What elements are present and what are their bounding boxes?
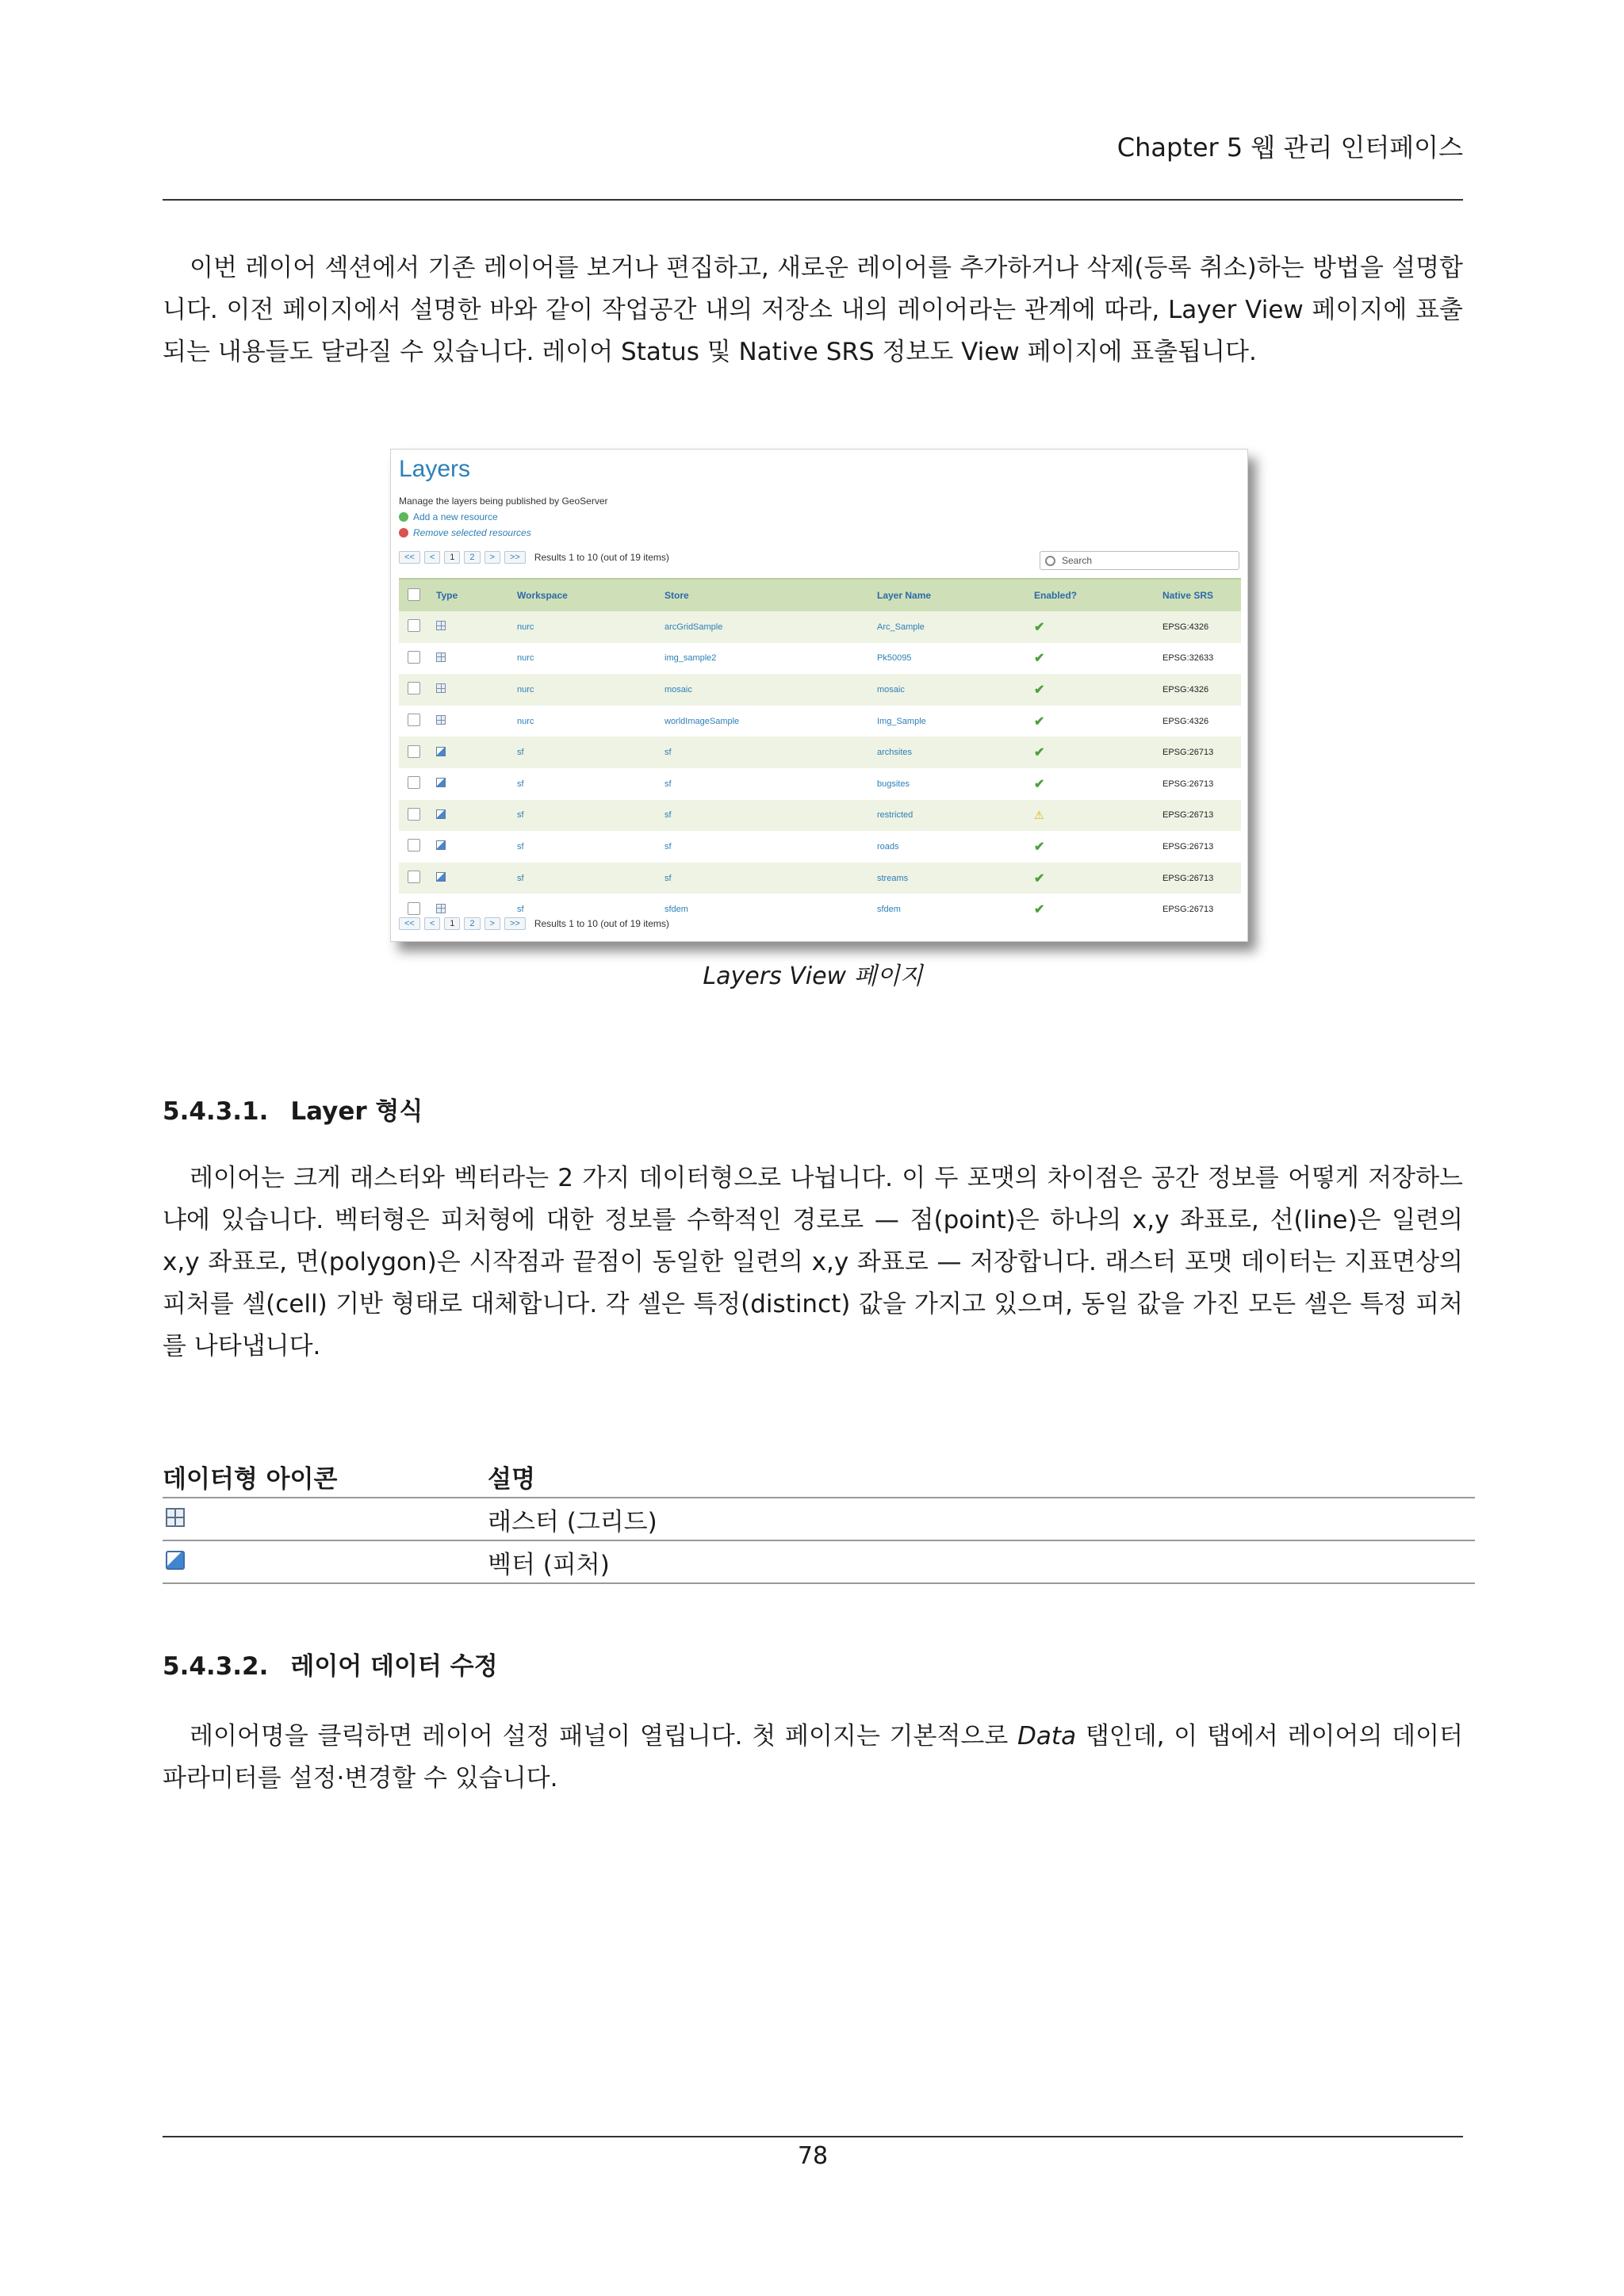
row-enabled-cell — [1033, 863, 1162, 894]
table-row — [399, 674, 1241, 706]
row-type-cell — [435, 706, 516, 737]
row-select-cell — [399, 643, 435, 675]
row-enabled-cell — [1033, 894, 1162, 925]
row-store-link[interactable]: sf — [664, 800, 876, 832]
table-row — [399, 800, 1241, 832]
remove-resources-link[interactable] — [399, 527, 531, 538]
header-rule — [163, 199, 1463, 201]
row-workspace-link[interactable]: nurc — [516, 674, 664, 706]
pager-last-button[interactable]: >> — [504, 917, 526, 930]
check-icon: ✔ — [1034, 777, 1045, 791]
raster-grid-icon — [436, 904, 446, 913]
pager-prev-button[interactable]: < — [424, 551, 440, 564]
remove-resources-label: Remove selected resources — [413, 527, 531, 538]
data-type-icon-table — [163, 1456, 1475, 1584]
pager-results: Results 1 to 10 (out of 19 items) — [534, 918, 669, 929]
row-select-cell — [399, 800, 435, 832]
row-layer-link[interactable]: mosaic — [876, 674, 1033, 706]
table-row — [163, 1498, 1475, 1540]
check-icon: ✔ — [1034, 714, 1045, 729]
row-store-link[interactable]: arcGridSample — [664, 611, 876, 643]
raster-grid-icon — [436, 683, 446, 693]
row-workspace-link[interactable]: sf — [516, 894, 664, 925]
row-checkbox[interactable] — [408, 682, 420, 695]
footer-rule — [163, 2136, 1463, 2137]
row-native-srs: EPSG:26713 — [1162, 863, 1241, 894]
table-row — [163, 1540, 1475, 1583]
pager-bottom — [399, 917, 669, 930]
pager-page-1[interactable]: 1 — [444, 917, 460, 930]
section-number: 5.4.3.2. — [163, 1652, 269, 1681]
pager-first-button[interactable]: << — [399, 551, 420, 564]
col-enabled[interactable]: Enabled? — [1033, 579, 1162, 611]
row-checkbox[interactable] — [408, 871, 420, 883]
page-number: 78 — [797, 2142, 829, 2170]
row-layer-link[interactable]: Pk50095 — [876, 643, 1033, 675]
table-row — [399, 643, 1241, 675]
row-workspace-link[interactable]: nurc — [516, 611, 664, 643]
pager-first-button[interactable]: << — [399, 917, 420, 930]
row-enabled-cell — [1033, 706, 1162, 737]
icon-table-col-desc: 설명 — [488, 1456, 1475, 1498]
add-icon — [399, 512, 408, 522]
raster-grid-icon — [436, 652, 446, 662]
row-enabled-cell — [1033, 611, 1162, 643]
row-workspace-link[interactable]: sf — [516, 863, 664, 894]
row-store-link[interactable]: sf — [664, 737, 876, 768]
row-store-link[interactable]: mosaic — [664, 674, 876, 706]
search-placeholder: Search — [1062, 555, 1093, 566]
row-store-link[interactable]: sfdem — [664, 894, 876, 925]
icon-table-col-icon: 데이터형 아이콘 — [163, 1456, 488, 1498]
section-5-4-3-2-paragraph — [163, 1716, 1463, 1800]
row-select-cell — [399, 611, 435, 643]
check-icon: ✔ — [1034, 746, 1045, 760]
raster-desc: 래스터 (그리드) — [488, 1498, 1475, 1540]
row-native-srs: EPSG:26713 — [1162, 800, 1241, 832]
row-select-cell — [399, 674, 435, 706]
layers-table — [399, 578, 1241, 925]
col-native-srs[interactable]: Native SRS — [1162, 579, 1241, 611]
row-store-link[interactable]: worldImageSample — [664, 706, 876, 737]
row-type-cell — [435, 768, 516, 800]
row-type-cell — [435, 831, 516, 863]
row-select-cell — [399, 863, 435, 894]
row-select-cell — [399, 831, 435, 863]
vector-feature-icon — [436, 840, 446, 850]
row-checkbox[interactable] — [408, 902, 420, 915]
section-5-4-3-2-heading — [163, 1651, 498, 1682]
row-type-cell — [435, 863, 516, 894]
table-row — [399, 706, 1241, 737]
row-store-link[interactable]: sf — [664, 768, 876, 800]
layers-screenshot — [390, 449, 1248, 942]
row-enabled-cell — [1033, 737, 1162, 768]
pager-page-2[interactable]: 2 — [464, 551, 480, 564]
raster-grid-icon — [166, 1508, 185, 1527]
check-icon: ✔ — [1034, 840, 1045, 854]
table-row — [399, 737, 1241, 768]
intro-paragraph: 이번 레이어 섹션에서 기존 레이어를 보거나 편집하고, 새로운 레이어를 추가하거나 삭제(등록 취소)하는 방법을 설명합니다. 이전 페이지에서 설명한 바와 같이 작업공간 내의 저장소 내의 레이어라는 관계에 따라, Layer View 페이지에 표출되는 내용들도 달라질 수 있습니다. 레이어 Status 및 Native SRS 정보도 View 페이지에 표출됩니다. — [163, 254, 1463, 366]
col-workspace[interactable]: Workspace — [516, 579, 664, 611]
row-store-link[interactable]: sf — [664, 831, 876, 863]
row-checkbox[interactable] — [408, 651, 420, 664]
col-type[interactable]: Type — [435, 579, 516, 611]
row-select-cell — [399, 737, 435, 768]
row-layer-link[interactable]: Arc_Sample — [876, 611, 1033, 643]
check-icon: ✔ — [1034, 652, 1045, 666]
section-5-4-3-1-heading — [163, 1096, 423, 1127]
pager-results: Results 1 to 10 (out of 19 items) — [534, 552, 669, 563]
row-native-srs: EPSG:26713 — [1162, 831, 1241, 863]
row-checkbox[interactable] — [408, 714, 420, 726]
row-checkbox[interactable] — [408, 839, 420, 851]
row-type-cell — [435, 800, 516, 832]
pager-top — [399, 551, 669, 564]
row-workspace-link[interactable]: sf — [516, 831, 664, 863]
search-input[interactable] — [1040, 551, 1239, 570]
row-checkbox[interactable] — [408, 619, 420, 632]
raster-grid-icon — [436, 621, 446, 630]
figure-caption: Layers View 페이지 — [703, 962, 923, 990]
row-native-srs: EPSG:26713 — [1162, 737, 1241, 768]
row-native-srs: EPSG:4326 — [1162, 674, 1241, 706]
row-select-cell — [399, 768, 435, 800]
table-row — [399, 831, 1241, 863]
section-5-4-3-1-paragraph: 레이어는 크게 래스터와 벡터라는 2 가지 데이터형으로 나뉩니다. 이 두 포맷의 차이점은 공간 정보를 어떻게 저장하느냐에 있습니다. 벡터형은 피처형에 대한 정보를 수학적인 경로로 — 점(point)은 하나의 x,y 좌표로, 선(line)은 일련의 x,y 좌표로, 면(polygon)은 시작점과 끝점이 동일한 일련의 x,y 좌표로 — 저장합니다. 래스터 포맷 데이터는 지표면상의 피처를 셀(cell) 기반 형태로 대체합니다. 각 셀은 특정(distinct) 값을 가지고 있으며, 동일 값을 가진 모든 셀은 특정 피처를 나타냅니다. — [163, 1164, 1463, 1360]
row-layer-link[interactable]: archsites — [876, 737, 1033, 768]
page-header: Chapter 5 웹 관리 인터페이스 — [1116, 132, 1463, 163]
layers-title: Layers — [399, 456, 471, 482]
search-icon — [1045, 556, 1055, 566]
vector-feature-icon — [436, 872, 446, 882]
section-title: Layer 형식 — [290, 1097, 423, 1126]
row-enabled-cell — [1033, 831, 1162, 863]
row-layer-link[interactable]: Img_Sample — [876, 706, 1033, 737]
check-icon: ✔ — [1034, 903, 1045, 917]
row-type-cell — [435, 737, 516, 768]
row-workspace-link[interactable]: nurc — [516, 706, 664, 737]
table-row — [399, 863, 1241, 894]
row-type-cell — [435, 611, 516, 643]
vector-feature-icon — [166, 1551, 185, 1570]
data-tab-term: Data — [1017, 1722, 1077, 1751]
row-enabled-cell — [1033, 674, 1162, 706]
check-icon: ✔ — [1034, 871, 1045, 886]
pager-page-1[interactable]: 1 — [444, 551, 460, 564]
row-native-srs: EPSG:32633 — [1162, 643, 1241, 675]
add-resource-link[interactable] — [399, 511, 498, 522]
col-store[interactable]: Store — [664, 579, 876, 611]
row-enabled-cell — [1033, 768, 1162, 800]
row-enabled-cell — [1033, 800, 1162, 832]
row-type-cell — [435, 674, 516, 706]
row-layer-link[interactable]: sfdem — [876, 894, 1033, 925]
row-select-cell — [399, 706, 435, 737]
select-all-checkbox[interactable] — [408, 588, 420, 601]
paragraph-text: 탭인데, 이 탭에서 레이어의 데이터 파라미터를 설정·변경할 수 있습니다. — [163, 1722, 1463, 1793]
check-icon: ✔ — [1034, 620, 1045, 634]
raster-grid-icon — [436, 715, 446, 725]
pager-page-2[interactable]: 2 — [464, 917, 480, 930]
section-number: 5.4.3.1. — [163, 1097, 269, 1126]
add-resource-label: Add a new resource — [413, 511, 498, 522]
row-workspace-link[interactable]: sf — [516, 737, 664, 768]
warning-icon: ⚠ — [1034, 808, 1044, 821]
row-store-link[interactable]: img_sample2 — [664, 643, 876, 675]
row-native-srs: EPSG:4326 — [1162, 611, 1241, 643]
vector-feature-icon — [436, 747, 446, 756]
pager-prev-button[interactable]: < — [424, 917, 440, 930]
table-row — [399, 611, 1241, 643]
row-type-cell — [435, 643, 516, 675]
col-layer-name[interactable]: Layer Name — [876, 579, 1033, 611]
row-enabled-cell — [1033, 643, 1162, 675]
row-workspace-link[interactable]: sf — [516, 768, 664, 800]
vector-feature-icon — [436, 778, 446, 787]
table-row — [399, 768, 1241, 800]
row-store-link[interactable]: sf — [664, 863, 876, 894]
pager-last-button[interactable]: >> — [504, 551, 526, 564]
section-title: 레이어 데이터 수정 — [290, 1652, 498, 1681]
vector-desc: 벡터 (피처) — [488, 1540, 1475, 1583]
row-layer-link[interactable]: bugsites — [876, 768, 1033, 800]
row-checkbox[interactable] — [408, 745, 420, 758]
row-checkbox[interactable] — [408, 808, 420, 821]
layers-description: Manage the layers being published by GeoServer — [399, 496, 608, 507]
pager-next-button[interactable]: > — [485, 551, 500, 564]
row-workspace-link[interactable]: sf — [516, 800, 664, 832]
row-native-srs: EPSG:26713 — [1162, 768, 1241, 800]
row-layer-link[interactable]: streams — [876, 863, 1033, 894]
pager-next-button[interactable]: > — [485, 917, 500, 930]
paragraph-text: 레이어명을 클릭하면 레이어 설정 패널이 열립니다. 첫 페이지는 기본적으로 — [190, 1722, 1018, 1751]
row-layer-link[interactable]: roads — [876, 831, 1033, 863]
remove-icon — [399, 528, 408, 538]
row-workspace-link[interactable]: nurc — [516, 643, 664, 675]
check-icon: ✔ — [1034, 683, 1045, 697]
vector-feature-icon — [436, 809, 446, 819]
row-layer-link[interactable]: restricted — [876, 800, 1033, 832]
layers-table-header — [399, 579, 1241, 611]
row-native-srs: EPSG:4326 — [1162, 706, 1241, 737]
row-checkbox[interactable] — [408, 776, 420, 789]
row-native-srs: EPSG:26713 — [1162, 894, 1241, 925]
